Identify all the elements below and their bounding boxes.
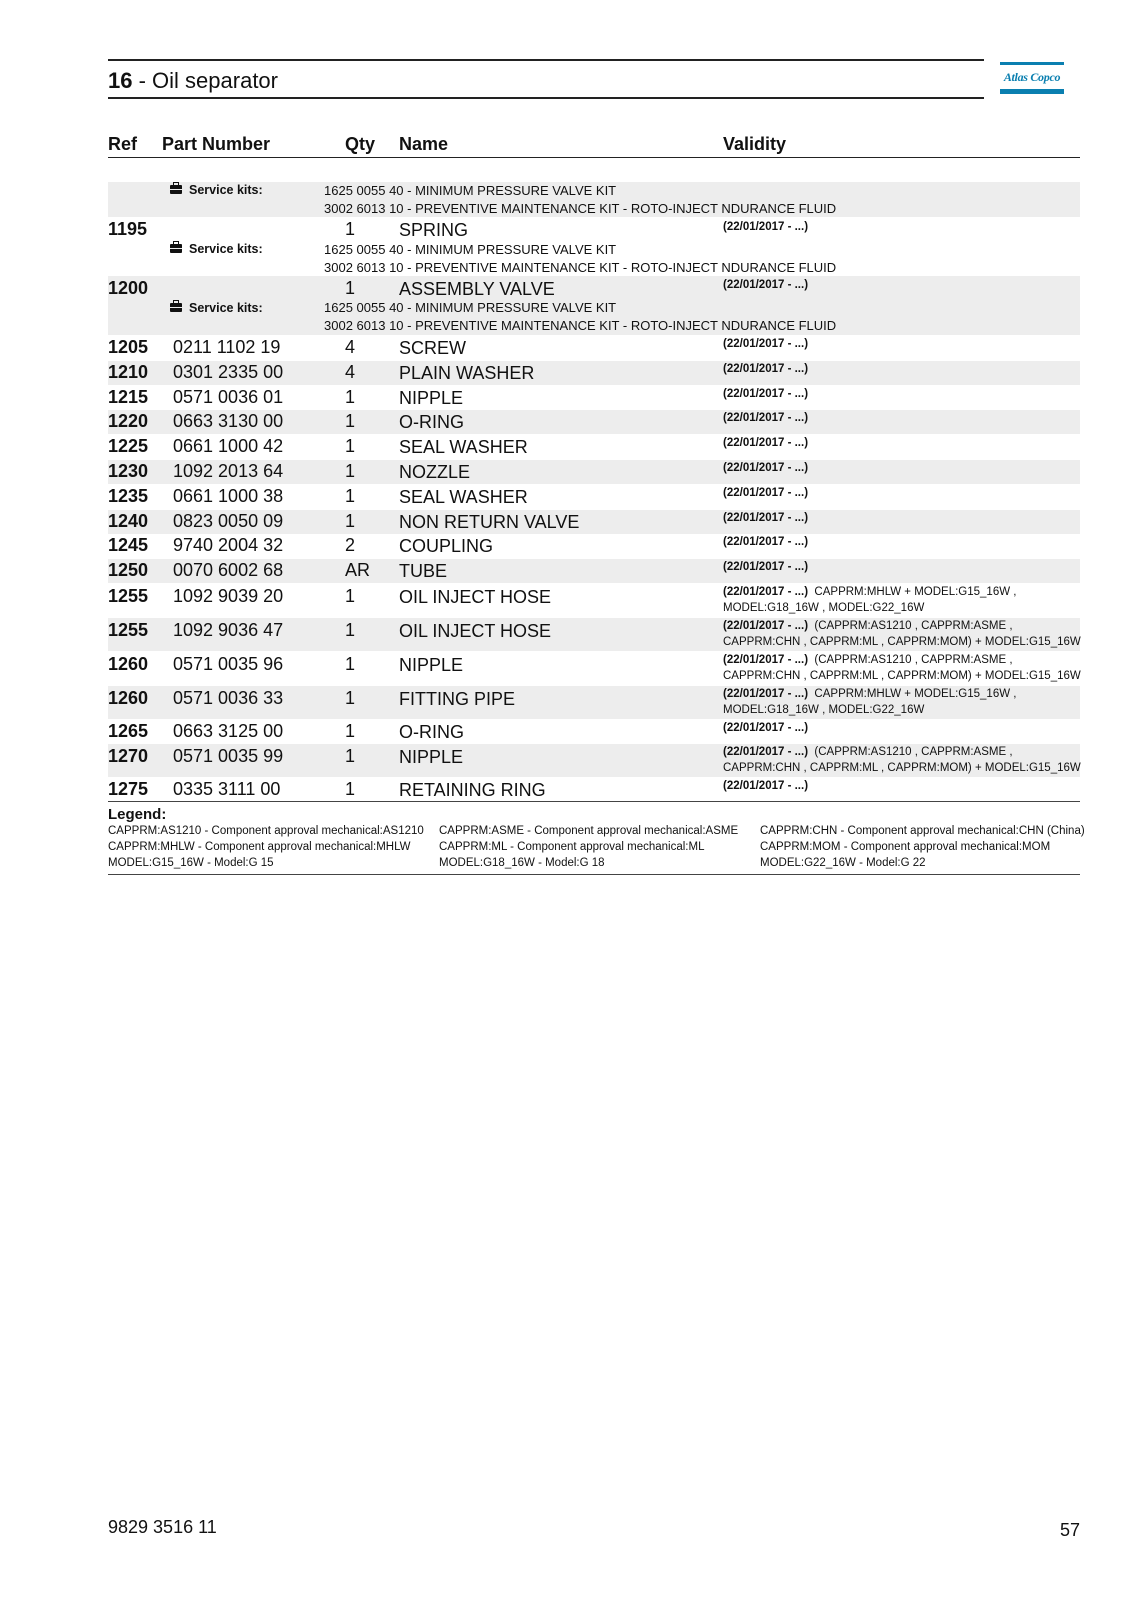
row-part-number: 0211 1102 19: [173, 337, 281, 357]
document-number: 9829 3516 11: [108, 1517, 217, 1537]
table-row: [108, 460, 1080, 484]
row-ref: 1255: [108, 586, 149, 606]
row-qty: 4: [345, 337, 356, 357]
row-validity: (22/01/2017 - ...): [723, 512, 809, 524]
row-name: SCREW: [399, 338, 466, 358]
row-validity: (22/01/2017 - ...) (CAPPRM:AS1210 , CAPPRM:ASME , CAPPRM:CHN , CAPPRM:ML , CAPPRM:MOM) + MODEL:G15_16W: [723, 746, 1081, 774]
row-qty: 2: [345, 535, 356, 555]
row-name: SEAL WASHER: [399, 487, 528, 507]
service-kit-list: [324, 299, 836, 334]
logo-text: Atlas Copco: [1003, 70, 1061, 84]
row-ref: 1215: [108, 387, 149, 407]
row-name: NIPPLE: [399, 655, 464, 675]
service-kit-item: 3002 6013 10 - PREVENTIVE MAINTENANCE KIT - ROTO-INJECT NDURANCE FLUID: [324, 317, 837, 333]
table-row: [108, 559, 1080, 583]
row-name: OIL INJECT HOSE: [399, 587, 552, 607]
col-name: Name: [399, 134, 449, 154]
title-separator: -: [132, 68, 153, 93]
row-validity: (22/01/2017 - ...): [723, 412, 809, 424]
row-ref: 1260: [108, 654, 149, 674]
service-kit-block: [108, 182, 1080, 217]
row-ref: 1205: [108, 337, 149, 357]
row-ref: 1245: [108, 535, 149, 555]
row-ref: 1200: [108, 278, 149, 298]
table-row: [108, 744, 1080, 777]
row-qty: 1: [345, 586, 356, 606]
row-part-number: 0301 2335 00: [173, 362, 284, 382]
row-qty: 1: [345, 688, 356, 708]
logo-band-top: [1000, 62, 1064, 65]
row-qty: 1: [345, 654, 356, 674]
logo-band-bottom: [1000, 89, 1064, 94]
header-gap: [712, 155, 720, 156]
table-row: [108, 485, 1080, 509]
section-name: Oil separator: [152, 68, 278, 93]
row-validity: (22/01/2017 - ...) (CAPPRM:AS1210 , CAPPRM:ASME , CAPPRM:CHN , CAPPRM:ML , CAPPRM:MOM) + MODEL:G15_16W: [723, 654, 1081, 682]
legend-item: MODEL:G15_16W - Model:G 15: [108, 857, 274, 869]
row-validity: (22/01/2017 - ...): [723, 338, 809, 350]
service-kits-label: Service kits:: [170, 301, 263, 315]
table-bottom-rule: [108, 801, 1080, 802]
legend-item: CAPPRM:CHN - Component approval mechanical:CHN (China): [760, 825, 1085, 837]
table-row: [108, 410, 1080, 434]
table-row: [108, 361, 1080, 385]
row-ref: 1255: [108, 620, 149, 640]
row-name: NIPPLE: [399, 747, 464, 767]
row-ref: 1275: [108, 779, 149, 799]
row-name: ASSEMBLY VALVE: [399, 279, 555, 299]
row-qty: 1: [345, 721, 356, 741]
row-qty: 1: [345, 746, 356, 766]
row-name: SEAL WASHER: [399, 437, 528, 457]
table-row: [108, 652, 1080, 685]
row-name: COUPLING: [399, 536, 494, 556]
row-qty: 1: [345, 620, 356, 640]
table-row: [108, 336, 1080, 360]
header-gap: [385, 155, 393, 156]
row-ref: 1210: [108, 362, 149, 382]
row-part-number: 0663 3130 00: [173, 411, 284, 431]
row-name: O-RING: [399, 412, 464, 432]
row-qty: 1: [345, 387, 356, 407]
toolbox-icon: [170, 303, 182, 312]
atlas-copco-logo: [1000, 62, 1064, 94]
section-number: 16: [108, 68, 133, 93]
row-ref: 1235: [108, 486, 149, 506]
row-validity: (22/01/2017 - ...): [723, 780, 809, 792]
row-part-number: 1092 2013 64: [173, 461, 284, 481]
table-row: [108, 686, 1080, 719]
row-part-number: 0571 0036 01: [173, 387, 284, 407]
service-kit-item: 1625 0055 40 - MINIMUM PRESSURE VALVE KIT: [324, 242, 617, 257]
row-ref: 1220: [108, 411, 149, 431]
table-row: [108, 778, 1080, 802]
col-ref: Ref: [108, 134, 138, 154]
page-number: 57: [1060, 1520, 1081, 1540]
header-rule: [108, 157, 1080, 158]
col-part-number: Part Number: [162, 134, 271, 154]
row-qty: 1: [345, 779, 356, 799]
row-part-number: 0571 0035 96: [173, 654, 284, 674]
toolbox-icon: [170, 244, 182, 253]
row-validity: (22/01/2017 - ...): [723, 536, 809, 548]
row-ref: 1240: [108, 511, 149, 531]
row-qty: 1: [345, 461, 356, 481]
row-qty: 4: [345, 362, 356, 382]
row-name: OIL INJECT HOSE: [399, 621, 552, 641]
service-kit-list: [324, 241, 836, 276]
row-validity: (22/01/2017 - ...): [723, 221, 809, 233]
row-validity: (22/01/2017 - ...): [723, 462, 809, 474]
col-validity: Validity: [723, 134, 787, 154]
col-qty: Qty: [345, 134, 376, 154]
service-kit-item: 3002 6013 10 - PREVENTIVE MAINTENANCE KIT - ROTO-INJECT NDURANCE FLUID: [324, 259, 837, 275]
legend-item: CAPPRM:MOM - Component approval mechanical:MOM: [760, 841, 1051, 853]
row-ref: 1265: [108, 721, 149, 741]
row-name: NIPPLE: [399, 388, 464, 408]
table-row: [108, 219, 1080, 241]
row-qty: 1: [345, 219, 356, 239]
row-validity: (22/01/2017 - ...): [723, 722, 809, 734]
table-row: [108, 618, 1080, 651]
row-name: TUBE: [399, 561, 448, 581]
table-row: [108, 510, 1080, 534]
legend-item: CAPPRM:AS1210 - Component approval mechanical:AS1210: [108, 825, 424, 837]
service-kit-block: [108, 241, 1080, 276]
row-part-number: 1092 9039 20: [173, 586, 284, 606]
row-validity: (22/01/2017 - ...): [723, 487, 809, 499]
row-name: RETAINING RING: [399, 780, 546, 800]
header-gap: [150, 155, 160, 156]
service-kit-item: 1625 0055 40 - MINIMUM PRESSURE VALVE KIT: [324, 183, 617, 198]
row-part-number: 0823 0050 09: [173, 511, 284, 531]
row-ref: 1270: [108, 746, 149, 766]
section-title: [108, 68, 278, 94]
row-ref: 1230: [108, 461, 149, 481]
row-ref: 1225: [108, 436, 149, 456]
table-row: [108, 720, 1080, 744]
row-validity: (22/01/2017 - ...) CAPPRM:MHLW + MODEL:G15_16W , MODEL:G18_16W , MODEL:G22_16W: [723, 586, 1017, 614]
row-ref: 1260: [108, 688, 149, 708]
row-part-number: 1092 9036 47: [173, 620, 284, 640]
row-qty: AR: [345, 560, 371, 580]
row-name: SPRING: [399, 220, 469, 240]
row-part-number: 0571 0035 99: [173, 746, 284, 766]
row-validity: (22/01/2017 - ...): [723, 363, 809, 375]
legend-bottom-rule: [108, 874, 1080, 875]
page-header: [108, 59, 984, 99]
service-kit-list: [324, 182, 836, 217]
legend-item: CAPPRM:ASME - Component approval mechanical:ASME: [439, 825, 739, 837]
legend-title: Legend:: [108, 806, 167, 823]
row-validity: (22/01/2017 - ...): [723, 437, 809, 449]
row-part-number: 0571 0036 33: [173, 688, 284, 708]
row-qty: 1: [345, 511, 356, 531]
row-validity: (22/01/2017 - ...): [723, 279, 809, 291]
table-row: [108, 435, 1080, 459]
row-part-number: 0661 1000 42: [173, 436, 284, 456]
row-validity: (22/01/2017 - ...) CAPPRM:MHLW + MODEL:G15_16W , MODEL:G18_16W , MODEL:G22_16W: [723, 688, 1017, 716]
header-gap: [340, 155, 344, 156]
row-part-number: 0663 3125 00: [173, 721, 284, 741]
table-row: [108, 584, 1080, 617]
legend-item: CAPPRM:ML - Component approval mechanical:ML: [439, 841, 705, 853]
row-validity: (22/01/2017 - ...): [723, 388, 809, 400]
service-kit-item: 3002 6013 10 - PREVENTIVE MAINTENANCE KIT - ROTO-INJECT NDURANCE FLUID: [324, 200, 837, 216]
table-row: [108, 534, 1080, 558]
legend-item: MODEL:G22_16W - Model:G 22: [760, 857, 926, 869]
row-validity: (22/01/2017 - ...) (CAPPRM:AS1210 , CAPPRM:ASME , CAPPRM:CHN , CAPPRM:ML , CAPPRM:MOM) + MODEL:G15_16W: [723, 620, 1081, 648]
service-kits-label: Service kits:: [170, 183, 263, 197]
table-row-group: [108, 276, 1080, 335]
service-kit-item: 1625 0055 40 - MINIMUM PRESSURE VALVE KIT: [324, 300, 617, 315]
row-name: O-RING: [399, 722, 464, 742]
table-row: [108, 386, 1080, 410]
service-kits-label: Service kits:: [170, 242, 263, 256]
legend-item: CAPPRM:MHLW - Component approval mechanical:MHLW: [108, 841, 411, 853]
row-validity: (22/01/2017 - ...): [723, 561, 809, 573]
row-name: NON RETURN VALVE: [399, 512, 580, 532]
row-qty: 1: [345, 278, 356, 298]
row-part-number: 9740 2004 32: [173, 535, 284, 555]
row-name: NOZZLE: [399, 462, 471, 482]
row-qty: 1: [345, 411, 356, 431]
row-name: PLAIN WASHER: [399, 363, 535, 383]
toolbox-icon: [170, 185, 182, 194]
row-qty: 1: [345, 436, 356, 456]
row-ref: 1250: [108, 560, 149, 580]
row-qty: 1: [345, 486, 356, 506]
row-part-number: 0335 3111 00: [173, 779, 281, 799]
row-name: FITTING PIPE: [399, 689, 516, 709]
row-part-number: 0661 1000 38: [173, 486, 284, 506]
row-ref: 1195: [108, 219, 148, 239]
row-part-number: 0070 6002 68: [173, 560, 284, 580]
legend-item: MODEL:G18_16W - Model:G 18: [439, 857, 605, 869]
